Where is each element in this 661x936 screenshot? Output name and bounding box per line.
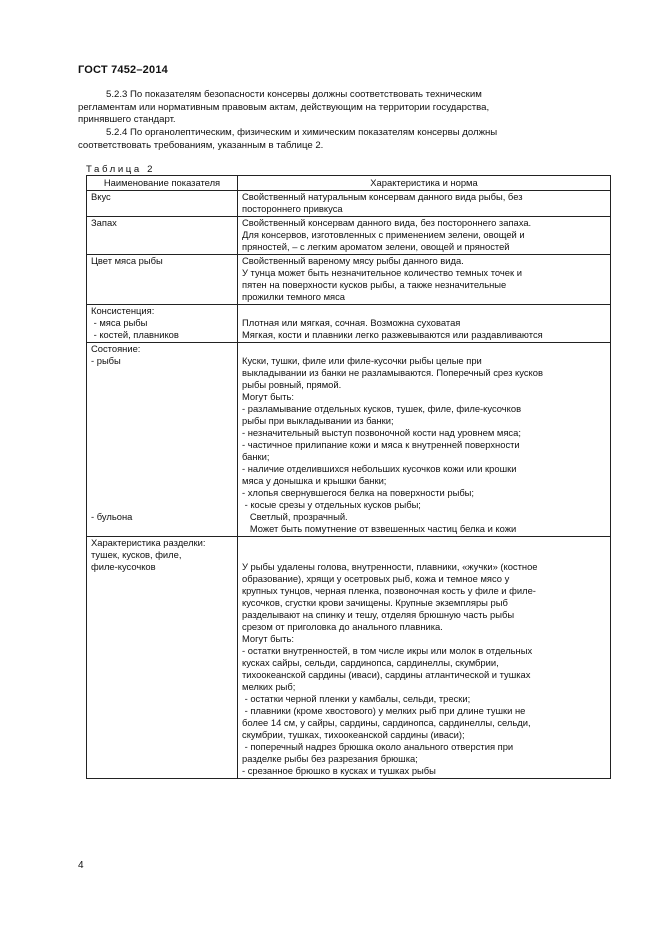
cell-line (242, 305, 606, 317)
cell-line: пятен на поверхности кусков рыбы, а также незначительные (242, 279, 507, 290)
cell-line: рыбы ровный, прямой. (242, 379, 342, 390)
column-header-norm: Характеристика и норма (238, 176, 611, 191)
cell-line: Для консервов, изготовленных с применением зелени, овощей и (242, 229, 525, 240)
cell-line: Состояние: (91, 343, 141, 354)
cell-line: - остатки черной пленки у камбалы, сельди, трески; (242, 693, 471, 704)
cell-indicator (87, 343, 238, 537)
text-line (78, 89, 614, 102)
cell-spacer (91, 391, 233, 403)
text-line: регламентам или нормативным правовым актам, действующим на территории государства, (78, 101, 490, 113)
cell-spacer (91, 499, 233, 511)
cell-spacer (91, 403, 233, 415)
table-row (87, 255, 611, 305)
cell-line: - разламывание отдельных кусков, тушек, филе, филе-кусочков (242, 403, 522, 414)
cell-norm (238, 343, 611, 537)
cell-line: У рыбы удалены голова, внутренности, плавники, «жучки» (костное (242, 561, 538, 572)
cell-norm (238, 255, 611, 305)
cell-line: - костей, плавников (91, 329, 179, 340)
table-header-row (87, 176, 611, 191)
cell-norm (238, 217, 611, 255)
cell-line: Свойственный натуральным консервам данного вида рыбы, без (242, 191, 523, 202)
cell-line: кусочков, сгустки крови зачищены. Крупные экземпляры рыб (242, 597, 508, 608)
cell-line: Плотная или мягкая, сочная. Возможна суховатая (242, 317, 461, 328)
cell-line: - мяса рыбы (91, 317, 148, 328)
text-line (78, 127, 614, 140)
table-row (87, 343, 611, 537)
cell-line: Может быть помутнение от взвешенных частиц белка и кожи (242, 523, 517, 534)
cell-indicator (87, 255, 238, 305)
column-header-name: Наименование показателя (87, 176, 238, 191)
cell-spacer (91, 475, 233, 487)
cell-line: Свойственный вареному мясу рыбы данного вида. (242, 255, 464, 266)
cell-line: Мягкая, кости и плавники легко разжевываются или раздавливаются (242, 329, 543, 340)
cell-line: - незначительный выступ позвоночной кости над уровнем мяса; (242, 427, 521, 438)
cell-spacer (91, 487, 233, 499)
table-row (87, 191, 611, 217)
cell-norm (238, 537, 611, 779)
cell-line: - косые срезы у отдельных кусков рыбы; (242, 499, 421, 510)
cell-line (242, 549, 606, 561)
spec-table (86, 175, 611, 779)
cell-indicator (87, 537, 238, 779)
cell-indicator (87, 305, 238, 343)
cell-line: - плавники (кроме хвостового) у мелких рыб при длине тушки не (242, 705, 526, 716)
cell-line (242, 343, 606, 355)
cell-line: тушек, кусков, филе, (91, 549, 182, 560)
cell-spacer (91, 439, 233, 451)
cell-line: Могут быть: (242, 633, 295, 644)
cell-line: Характеристика разделки: (91, 537, 206, 548)
table-body (87, 191, 611, 779)
cell-norm (238, 191, 611, 217)
cell-line: - остатки внутренностей, в том числе икры или молок в отдельных (242, 645, 533, 656)
cell-line: банки; (242, 451, 270, 462)
cell-indicator (87, 191, 238, 217)
cell-line: Свойственный консервам данного вида, без постороннего запаха. (242, 217, 532, 228)
cell-line: филе-кусочков (91, 561, 156, 572)
table-caption: Таблица 2 (86, 164, 156, 175)
cell-line: более 14 см, у сайры, сардины, сардинопса, сардинеллы, сельди, (242, 717, 531, 728)
cell-line: выкладывании из банки не разламываются. Поперечный срез кусков (242, 367, 543, 378)
standard-header: ГОСТ 7452–2014 (78, 64, 168, 76)
cell-line: Могут быть: (242, 391, 295, 402)
cell-line: мяса у донышка и крышки банки; (242, 475, 387, 486)
table-row (87, 305, 611, 343)
cell-line: - рыбы (91, 355, 121, 366)
cell-spacer (91, 379, 233, 391)
cell-line: Вкус (91, 191, 111, 202)
text-line: соответствовать требованиям, указанным в таблице 2. (78, 139, 324, 151)
table-row (87, 537, 611, 779)
cell-line: - наличие отделившихся небольших кусочков кожи или крошки (242, 463, 517, 474)
cell-line: - бульона (91, 511, 133, 522)
cell-line: - поперечный надрез брюшка около анального отверстия при (242, 741, 514, 752)
cell-line: Куски, тушки, филе или филе-кусочки рыбы целые при (242, 355, 482, 366)
cell-line: - срезанное брюшко в кусках и тушках рыбы (242, 765, 436, 776)
cell-line: рыбы при выкладывании из банки; (242, 415, 394, 426)
cell-spacer (91, 451, 233, 463)
cell-line: скумбрии, тушках, тихоокеанской сардины (иваси); (242, 729, 465, 740)
cell-spacer (91, 427, 233, 439)
table-row (87, 217, 611, 255)
cell-line: разделке рыбы без разрезания брюшка; (242, 753, 418, 764)
cell-line: Цвет мяса рыбы (91, 255, 163, 266)
cell-line: Светлый, прозрачный. (242, 511, 348, 522)
cell-norm (238, 305, 611, 343)
cell-spacer (91, 415, 233, 427)
cell-line: разделывают на спинку и тешу, отделяя брюшную часть рыбы (242, 609, 515, 620)
paragraph-5-2-4 (78, 127, 614, 152)
paragraph-5-2-3 (78, 89, 614, 127)
text-line: принявшего стандарт. (78, 114, 176, 125)
cell-line: - частичное прилипание кожи и мяса к внутренней поверхности (242, 439, 520, 450)
cell-line: срезом от приголовка до анального плавника. (242, 621, 443, 632)
cell-line: Запах (91, 217, 117, 228)
text-span: 5.2.4 По органолептическим, физическим и химическим показателям консервы должны (106, 127, 498, 138)
cell-spacer (91, 463, 233, 475)
cell-line (242, 537, 606, 549)
cell-line: пряностей, – с легким ароматом зелени, овощей и пряностей (242, 241, 510, 252)
cell-line: крупных тунцов, черная пленка, позвоночная кость у филе и филе- (242, 585, 536, 596)
cell-line: образование), хрящи у осетровых рыб, кожа и темное мясо у (242, 573, 510, 584)
cell-line: мелких рыб; (242, 681, 296, 692)
cell-line: тихоокеанской сардины (иваси), сардины атлантической и тушках (242, 669, 531, 680)
cell-line: постороннего привкуса (242, 203, 343, 214)
cell-line: - хлопья свернувшегося белка на поверхности рыбы; (242, 487, 475, 498)
cell-line: У тунца может быть незначительное количество темных точек и (242, 267, 522, 278)
cell-indicator (87, 217, 238, 255)
cell-line: прожилки темного мяса (242, 291, 346, 302)
text-span: 5.2.3 По показателям безопасности консервы должны соответствовать техническим (106, 89, 482, 100)
cell-line: Консистенция: (91, 305, 155, 316)
cell-spacer (91, 367, 233, 379)
cell-line: кусках сайры, сельди, сардинопса, сардинеллы, скумбрии, (242, 657, 499, 668)
page-number: 4 (78, 860, 84, 871)
